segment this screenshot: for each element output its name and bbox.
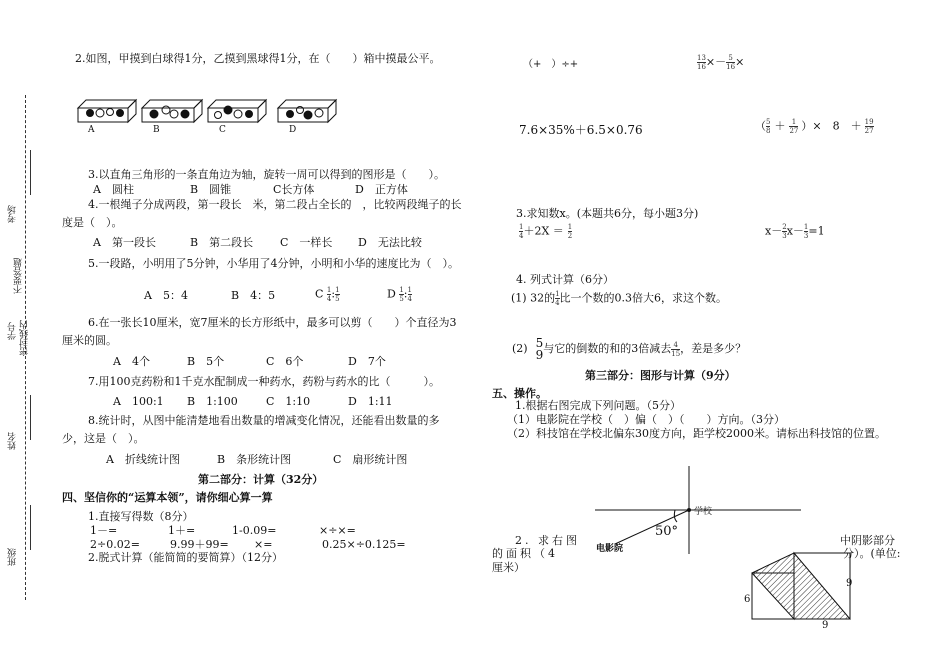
expr4-open: （ bbox=[755, 119, 766, 133]
q7-text: 7.用100克药粉和1千克水配制成一种药水，药粉与药水的比（ ）。 bbox=[88, 375, 440, 388]
q5-opt-c: C $\frac{1}{4}$ : $\frac{1}{5}$ bbox=[315, 286, 340, 303]
q7-opt-c: C 1:10 bbox=[266, 395, 311, 408]
q5-frac-d2: $\frac{1}{4}$ bbox=[407, 286, 412, 303]
box-d bbox=[278, 100, 336, 122]
margin-banji: 班级 bbox=[8, 548, 18, 566]
q3-opt-b: B 圆锥 bbox=[190, 183, 232, 196]
q2-boxes-figure bbox=[72, 96, 352, 138]
margin-bu-yao: 不要答题 bbox=[14, 258, 24, 294]
q4-opt-c: C 一样长 bbox=[280, 236, 333, 249]
expr4-frac2: $\frac{1}{27}$ bbox=[789, 118, 799, 135]
expr4 bbox=[755, 118, 874, 135]
eq2-start: x－ bbox=[765, 224, 783, 238]
box-label-c: C bbox=[219, 125, 226, 135]
q5-frac-c2: $\frac{1}{5}$ bbox=[335, 286, 340, 303]
q4-line2: 度是（ ）。 bbox=[62, 216, 123, 229]
q5-opt-a: A 5：4 bbox=[144, 289, 188, 302]
eq1-frac1: $\frac{1}{4}$ bbox=[519, 223, 524, 240]
q3r-eq2 bbox=[765, 223, 825, 240]
dim-9-bottom: 9 bbox=[822, 620, 829, 631]
q7-opt-b: B 1:100 bbox=[187, 395, 238, 408]
map-school-label: 学校 bbox=[694, 507, 713, 517]
p1-start: (1) 32的 bbox=[511, 291, 556, 305]
q4r-title: 4. 列式计算（6分） bbox=[516, 273, 614, 286]
q3-opt-a: A 圆柱 bbox=[93, 183, 134, 196]
section5-heading: 五、操作。 bbox=[492, 387, 547, 400]
direct-calc-title: 1.直接写得数（8分） bbox=[88, 510, 194, 523]
section4-heading: 四、坚信你的“运算本领”，请你细心算一算 bbox=[62, 491, 273, 504]
eq2-frac2: $\frac{1}{3}$ bbox=[803, 223, 809, 240]
q5-text: 5.一段路，小明用了5分钟，小华用了4分钟，小明和小华的速度比为（ ）。 bbox=[88, 257, 459, 270]
expr4-frac3: $\frac{19}{27}$ bbox=[864, 118, 874, 135]
calc-r2-2: 9.99＋99= bbox=[170, 538, 229, 551]
q8-opt-b: B 条形统计图 bbox=[217, 453, 292, 466]
dim-6: 6 bbox=[744, 594, 751, 605]
eq1-mid: ＋2X ＝ bbox=[523, 224, 564, 238]
q3r-eq1 bbox=[519, 223, 572, 240]
shaded-area-figure bbox=[738, 545, 858, 635]
op-q1-2: （2）科技馆在学校北偏东30度方向，距学校2000米。请标出科技馆的位置。 bbox=[507, 427, 886, 440]
tuo-calc-title: 2.脱式计算（能简简的要简算）（12分） bbox=[88, 551, 283, 564]
eq1-frac2: $\frac{1}{2}$ bbox=[567, 223, 573, 240]
margin-xingming: 姓名 bbox=[8, 432, 18, 450]
margin-mifeng: 密封线内 bbox=[20, 320, 30, 356]
p2-text: 与它的倒数的和的3倍减去 bbox=[543, 342, 672, 355]
q3-text: 3.以直角三角形的一条直角边为轴，旋转一周可以得到的图形是（ ）。 bbox=[88, 168, 445, 181]
q3-opt-d: D 正方体 bbox=[355, 183, 408, 196]
q4-opt-b: B 第二段长 bbox=[190, 236, 254, 249]
box-c bbox=[208, 100, 266, 122]
q4-opt-a: A 第一段长 bbox=[93, 236, 156, 249]
op-q1: 1.根据右图完成下列问题。（5分） bbox=[515, 399, 681, 412]
calc-r2-4: 0.25×÷0.125= bbox=[322, 538, 406, 551]
q5-opt-c-letter: C bbox=[315, 287, 324, 301]
q6-line1: 6.在一张长10厘米，宽7厘米的长方形纸中，最多可以剪（ ）个直径为3 bbox=[88, 316, 457, 329]
expr4-plus: ＋ bbox=[774, 119, 786, 133]
calc-r1-3: 1-0.09= bbox=[232, 524, 277, 537]
p1-frac: $\frac{1}{4}$ bbox=[555, 290, 560, 307]
q8-line2: 少，这是（ ）。 bbox=[62, 432, 145, 445]
p2-frac: $\frac{4}{15}$ bbox=[671, 340, 681, 358]
op-q2-right2: 分）。(单位: bbox=[843, 547, 901, 560]
q3-opt-c: C长方体 bbox=[273, 183, 315, 196]
q3r-title: 3.求知数x。(本题共6分，每小题3分) bbox=[516, 207, 699, 220]
op-q2-line2: 的面积（4 bbox=[492, 547, 558, 560]
part3-title: 第三部分：图形与计算（9分） bbox=[585, 369, 736, 382]
q4r-p1 bbox=[511, 290, 727, 307]
q5-opt-d-letter: D bbox=[387, 287, 396, 301]
margin-blank-xingming bbox=[30, 395, 31, 440]
q6-opt-d: D 7个 bbox=[348, 355, 386, 368]
map-cinema-label: 电影院 bbox=[596, 544, 624, 554]
q8-opt-c: C 扇形统计图 bbox=[333, 453, 408, 466]
p1-end: 比一个数的0.3倍大6，求这个数。 bbox=[559, 291, 728, 305]
q8-opt-a: A 折线统计图 bbox=[106, 453, 180, 466]
margin-xuehao: 学号 bbox=[8, 322, 18, 340]
margin-blank-banji bbox=[30, 505, 31, 550]
calc-r1-2: 1＋= bbox=[168, 524, 196, 537]
q6-opt-a: A 4个 bbox=[113, 355, 150, 368]
eq2-mid: x－ bbox=[786, 224, 804, 238]
box-b bbox=[142, 100, 202, 122]
expr2-end: × bbox=[735, 55, 745, 69]
calc-r1-1: 1－= bbox=[90, 524, 118, 537]
q6-opt-c: C 6个 bbox=[266, 355, 304, 368]
expr2 bbox=[697, 54, 744, 71]
op-q1-1: （1）电影院在学校（ ）偏（ ）（ ）方向。（3分） bbox=[507, 413, 785, 426]
part2-title: 第二部分：计算（32分） bbox=[198, 473, 324, 486]
q4-line1: 4.一根绳子分成两段，第一段长 米，第二段占全长的 ，比较两段绳子的长 bbox=[88, 198, 462, 211]
q2-text: 2.如图，甲摸到白球得1分，乙摸到黑球得1分，在（ ）箱中摸最公平。 bbox=[75, 52, 441, 65]
calc-r2-1: 2÷0.02= bbox=[90, 538, 140, 551]
expr2-mid: ×－ bbox=[705, 55, 727, 69]
expr4-rest: ）× 8 ＋ bbox=[801, 119, 862, 133]
q8-line1: 8.统计时，从图中能清楚地看出数量的增减变化情况，还能看出数量的多 bbox=[88, 414, 440, 427]
p2-label: (2) bbox=[512, 342, 528, 355]
q5-opt-b: B 4：5 bbox=[231, 289, 276, 302]
q7-opt-d: D 1:11 bbox=[348, 395, 393, 408]
expr2-frac1: $\frac{13}{16}$ bbox=[697, 54, 706, 71]
op-q2-line3: 厘米） bbox=[492, 561, 525, 574]
margin-blank-kaochang bbox=[30, 150, 31, 195]
expr3: 7.6×35%＋6.5×0.76 bbox=[519, 123, 643, 137]
expr4-frac1: $\frac{5}{8}$ bbox=[766, 118, 771, 135]
box-label-d: D bbox=[289, 125, 297, 135]
q4r-p2 bbox=[512, 337, 746, 361]
p2-end: ，差是多少？ bbox=[680, 342, 747, 355]
expr1: （+ ）÷+ bbox=[523, 59, 579, 70]
q6-opt-b: B 5个 bbox=[187, 355, 225, 368]
map-angle-label: 50° bbox=[655, 524, 679, 539]
q6-line2: 厘米的圆。 bbox=[62, 334, 117, 347]
q5-frac-c1: $\frac{1}{4}$ bbox=[326, 286, 332, 303]
dim-9-side: 9 bbox=[846, 578, 853, 589]
p2-big-frac: 5 9 bbox=[535, 336, 544, 362]
op-q2-line1: 2. 求右图 bbox=[515, 534, 580, 547]
op-q2-right1: 中阴影部分 bbox=[840, 534, 895, 547]
margin-kaochang: 考场 bbox=[8, 205, 18, 223]
box-a bbox=[78, 100, 136, 122]
q4-opt-d: D 无法比较 bbox=[358, 236, 422, 249]
calc-r2-3: ×= bbox=[254, 538, 273, 551]
box-label-b: B bbox=[153, 125, 160, 135]
q7-opt-a: A 100:1 bbox=[113, 395, 164, 408]
calc-r1-4: ×÷×= bbox=[319, 524, 356, 537]
eq2-end: =1 bbox=[808, 224, 825, 238]
eq2-frac1: $\frac{2}{3}$ bbox=[782, 223, 787, 240]
q5-frac-d1: $\frac{1}{5}$ bbox=[399, 286, 404, 303]
expr2-frac2: $\frac{5}{16}$ bbox=[726, 54, 736, 71]
box-label-a: A bbox=[88, 125, 95, 135]
q5-opt-d: D $\frac{1}{5}$ : $\frac{1}{4}$ bbox=[387, 286, 412, 303]
